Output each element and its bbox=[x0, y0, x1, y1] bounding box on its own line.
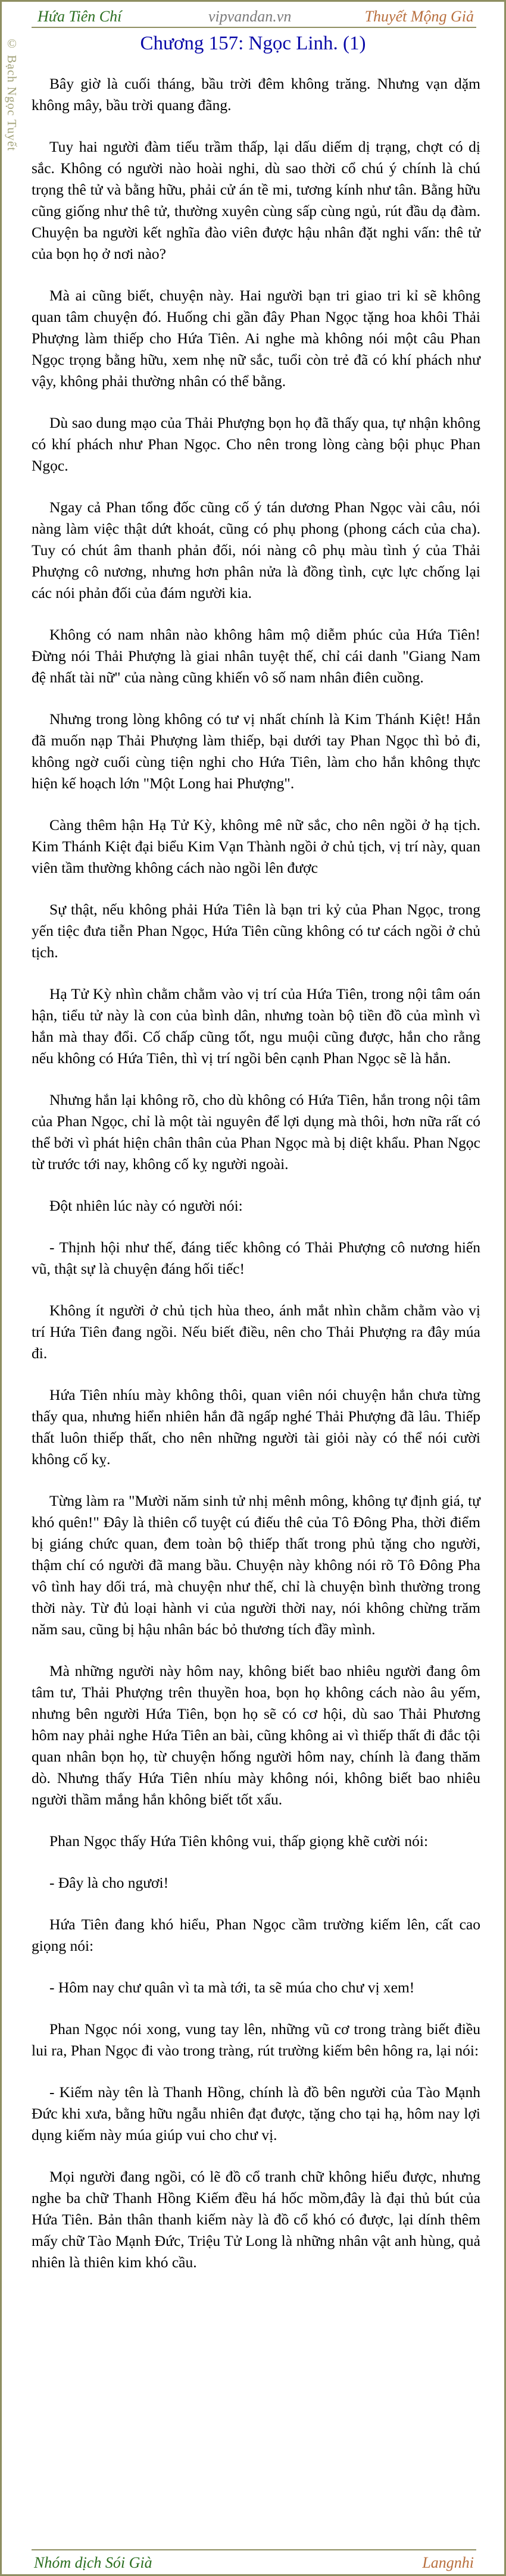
paragraph: Mà ai cũng biết, chuyện này. Hai người bạn tri giao tri kỉ sẽ không quan tâm chuyện đó. Huống chi gần đây Phan Ngọc tặng hoa khôi Thải Phượng làm thiếp cho Hứa Tiên. Ai nghe mà không nói một câu Phan Ngọc trọng bằng hữu, xem nhẹ nữ sắc, tuổi còn trẻ đã có khí phách như vậy, không phải thường nhân có thể bằng. bbox=[32, 287, 480, 390]
translator-group: Nhóm dịch Sói Già bbox=[34, 2554, 152, 2571]
paragraph: Hứa Tiên nhíu mày không thôi, quan viên nói chuyện hắn chưa từng thấy qua, nhưng hiển nhiên hắn đã ngấp nghé Thải Phượng đã lâu. Thiếp thất luôn thiếp thất, cho nên những người tài giỏi này có thể nói cười không cố kỵ. bbox=[32, 1386, 480, 1468]
paragraph: Không có nam nhân nào không hâm mộ diễm phúc của Hứa Tiên! Đừng nói Thải Phượng là giai nhân tuyệt thế, chỉ cái danh "Giang Nam đệ nhất tài nữ" của nàng cũng khiến vô số nam nhân điên cuồng. bbox=[32, 626, 480, 686]
dialogue-paragraph: - Kiếm này tên là Thanh Hồng, chính là đồ bên người của Tào Mạnh Đức khi xưa, bằng hữu ngẫu nhiên đạt được, tặng cho tại hạ, hôm nay lợi dụng kiếm này múa giúp vui cho chư vị. bbox=[32, 2083, 480, 2143]
site-name: vipvandan.vn bbox=[208, 8, 292, 25]
page-header bbox=[32, 5, 476, 28]
copyright-watermark: © Bạch Ngọc Tuyết bbox=[5, 36, 19, 152]
dialogue-paragraph: - Hôm nay chư quân vì ta mà tới, ta sẽ múa cho chư vị xem! bbox=[49, 1979, 415, 1996]
page-footer bbox=[32, 2549, 476, 2574]
paragraph: Bây giờ là cuối tháng, bầu trời đêm không trăng. Nhưng vạn dặm không mây, bầu trời quang đãng. bbox=[32, 75, 480, 114]
chapter-content bbox=[32, 73, 480, 2293]
dialogue-paragraph: - Thịnh hội như thế, đáng tiếc không có Thải Phượng cô nương hiến vũ, thật sự là chuyện đáng hối tiếc! bbox=[32, 1239, 480, 1277]
paragraph: Từng làm ra "Mười năm sinh tử nhị mênh mông, không tự định giá, tự khó quên!" Đây là thiên cổ tuyệt cú điếu thê của Tô Đông Pha, thời điểm bị giáng chức quan, đem toàn bộ thiếp thất trong phủ tặng cho người, thậm chí có người đã mang bầu. Chuyện này không nói rõ Tô Đông Pha vô tình hay dối trá, mà chuyện như thế, chỉ là chuyện bình thường trong thời này. Từ đủ loại hành vi của người thời nay, nói không chừng trăm năm sau, cũng bị hậu nhân bác bỏ thương tích đầy mình. bbox=[32, 1492, 480, 1638]
paragraph: Hứa Tiên đang khó hiểu, Phan Ngọc cầm trường kiếm lên, cất cao giọng nói: bbox=[32, 1916, 480, 1954]
paragraph: Sự thật, nếu không phải Hứa Tiên là bạn tri kỷ của Phan Ngọc, trong yến tiệc đưa tiễn Phan Ngọc, Hứa Tiên cũng không có tư cách ngồi ở chủ tịch. bbox=[32, 901, 480, 961]
paragraph: Phan Ngọc nói xong, vung tay lên, những vũ cơ trong tràng biết điều lui ra, Phan Ngọc đi vào trong tràng, rút trường kiếm bên hông ra, lại nói: bbox=[32, 2020, 480, 2059]
paragraph: Hạ Tử Kỳ nhìn chằm chằm vào vị trí của Hứa Tiên, trong nội tâm oán hận, tiểu tử này là con của bình dân, nhưng toàn bộ tiền đồ của mình vì hắn mà thay đổi. Cố chấp cũng tốt, ngu muội cũng được, hắn cho rằng nếu không có Hứa Tiên, thì vị trí ngồi bên cạnh Phan Ngọc sẽ là hắn. bbox=[32, 985, 480, 1067]
paragraph: Mọi người đang ngồi, có lẽ đồ cổ tranh chữ không hiểu được, nhưng nghe ba chữ Thanh Hồng Kiếm đều há hốc mồm,đây là đại thủ bút của Hứa Tiên. Bản thân thanh kiếm này là đồ cổ khó có được, lại dính thêm mấy chữ Tào Mạnh Đức, Triệu Tử Long là những nhân vật anh hùng, quả nhiên là thiên kim khó cầu. bbox=[32, 2168, 480, 2271]
paragraph: Nhưng trong lòng không có tư vị nhất chính là Kim Thánh Kiệt! Hắn đã muốn nạp Thải Phượng làm thiếp, bại dưới tay Phan Ngọc thì bỏ đi, không ngờ cuối cùng tiện nghi cho Hứa Tiên, làm cho hắn không thực hiện kế hoạch lớn "Một Long hai Phượng". bbox=[32, 710, 480, 792]
paragraph: Mà những người này hôm nay, không biết bao nhiêu người đang ôm tâm tư, Thải Phượng trên thuyền hoa, bọn họ không cách nào âu yếm, nhưng bên người Hứa Tiên, bọn họ sẽ có cơ hội, dù sao Thải Phương hôm nay phải nghe Hứa Tiên an bài, cũng không ai vì thiếp thất đi đắc tội quan nhân bọn họ, từ chuyện hống người hôm nay, chính là đang thăm dò. Nhưng thấy Hứa Tiên nhíu mày không nói, không biết bao nhiêu người thầm mắng hắn không biết tốt xấu. bbox=[32, 1662, 480, 1808]
editor-name: Langnhi bbox=[422, 2554, 474, 2571]
paragraph: Không ít người ở chủ tịch hùa theo, ánh mắt nhìn chằm chằm vào vị trí Hứa Tiên đang ngồi. Nếu biết điều, nên cho Thải Phượng ra đây múa đi. bbox=[32, 1302, 480, 1362]
dialogue-paragraph: - Đây là cho ngươi! bbox=[49, 1874, 169, 1891]
chapter-title: Chương 157: Ngọc Linh. (1) bbox=[140, 33, 366, 54]
paragraph: Đột nhiên lúc này có người nói: bbox=[49, 1197, 243, 1214]
paragraph: Càng thêm hận Hạ Tử Kỳ, không mê nữ sắc, cho nên ngồi ở hạ tịch. Kim Thánh Kiệt đại biểu Kim Vạn Thành ngồi ở chủ tịch, vị trí này, quan viên tầm thường không cách nào ngồi lên được bbox=[32, 816, 480, 876]
paragraph: Tuy hai người đàm tiếu trầm thấp, lại dấu diếm dị trạng, chợt có dị sắc. Không có người nào hoài nghi, dù sao thời cổ chú ý chính là chú trọng thê tử và bằng hữu, phải cử án tề mi, tương kính như tân. Bằng hữu cũng giống như thê tử, thường xuyên cùng sấp cùng ngủ, rút đầu dạ đàm. Chuyện ba người kết nghĩa đào viên được hậu nhân đặt nghi vấn: thê tử của bọn họ ở nơi nào? bbox=[32, 138, 480, 262]
author-name: Thuyết Mộng Giả bbox=[364, 8, 474, 25]
paragraph: Phan Ngọc thấy Hứa Tiên không vui, thấp giọng khẽ cười nói: bbox=[49, 1832, 429, 1850]
paragraph: Ngay cả Phan tổng đốc cũng cố ý tán dương Phan Ngọc vài câu, nói nàng làm việc thật dứt khoát, cũng có phụ phong (phong cách của cha). Tuy có chút âm thanh phản đối, nói nàng cô phụ màu tình ý của Thải Phượng cô nương, nhưng hơn phân nửa là đồng tình, cực lực chống lại các nói phản đối của đám người kia. bbox=[32, 499, 480, 601]
paragraph: Nhưng hắn lại không rõ, cho dù không có Hứa Tiên, hắn trong nội tâm của Phan Ngọc, chỉ là một tài nguyên để lợi dụng mà thôi, hơn nữa rất có thể bởi vì phát hiện chân thân của Phan Ngọc mà bị diệt khẩu. Phan Ngọc từ trước tới nay, không cố kỵ người ngoài. bbox=[32, 1091, 480, 1173]
book-title: Hứa Tiên Chí bbox=[38, 8, 122, 25]
paragraph: Dù sao dung mạo của Thải Phượng bọn họ đã thấy qua, tự nhận không có khí phách như Phan Ngọc. Cho nên trong lòng càng bội phục Phan Ngọc. bbox=[32, 414, 480, 474]
